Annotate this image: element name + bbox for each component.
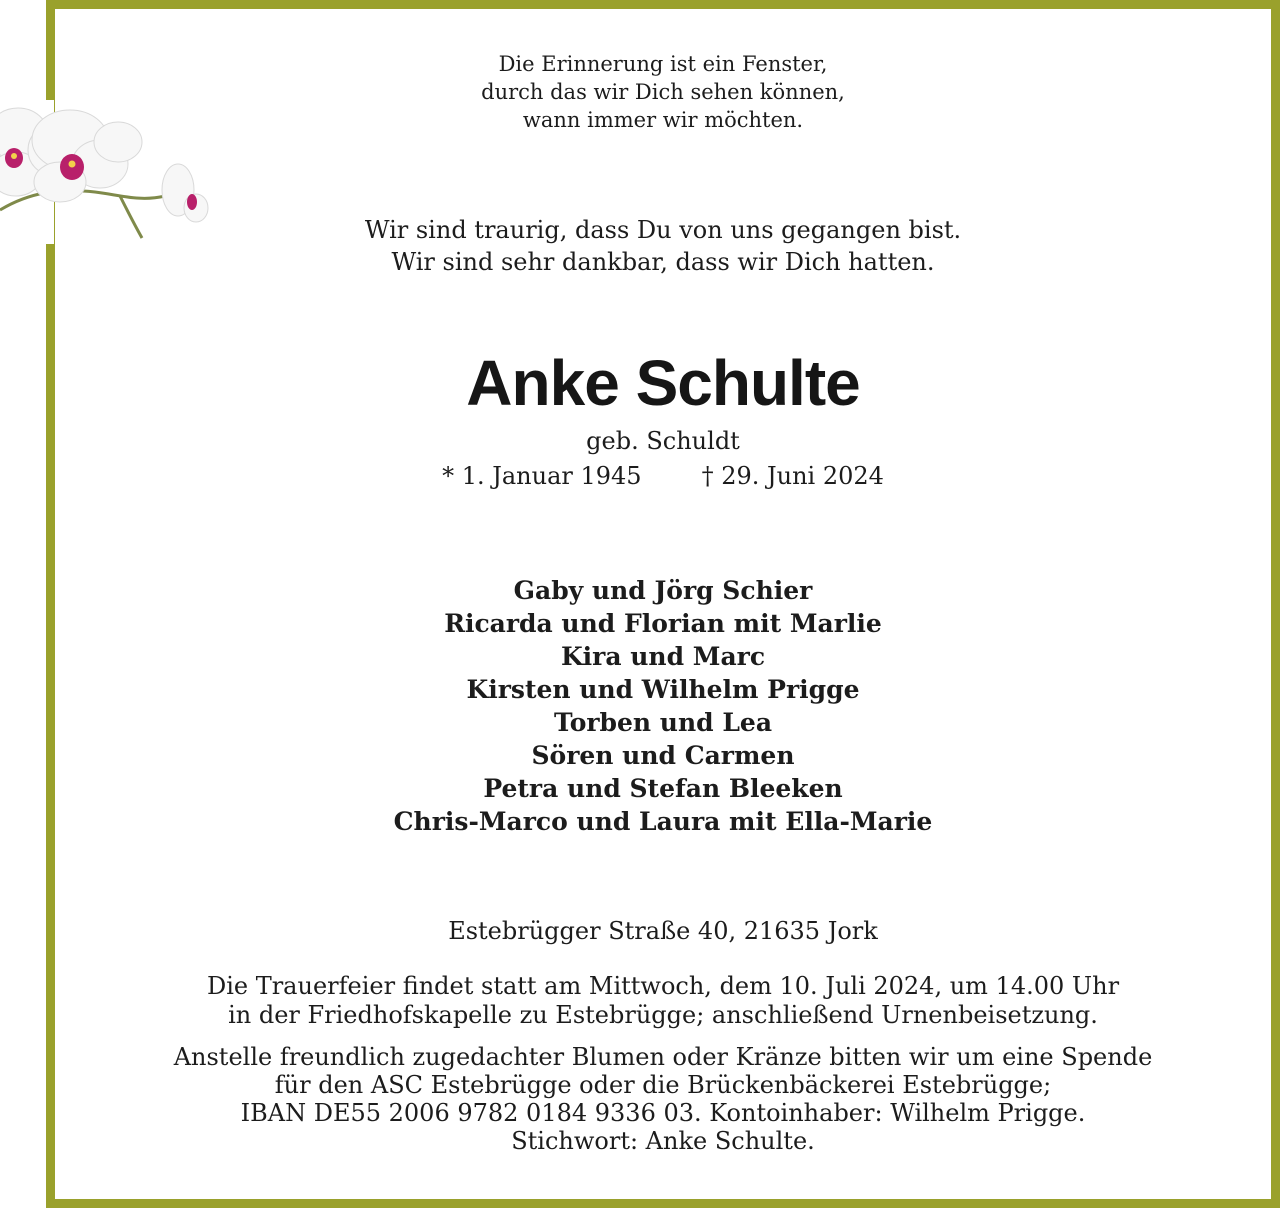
farewell-text [46, 214, 1280, 278]
donation-info [46, 1043, 1280, 1155]
list-item: Gaby und Jörg Schier [513, 576, 813, 605]
list-item: Kirsten und Wilhelm Prigge [466, 675, 860, 704]
quote-line: durch das wir Dich sehen können, [481, 80, 845, 104]
donation-line: IBAN DE55 2006 9782 0184 9336 03. Kontoinhaber: Wilhelm Prigge. [240, 1099, 1086, 1127]
funeral-info [46, 972, 1280, 1030]
life-dates [46, 461, 1280, 491]
list-item: Kira und Marc [560, 642, 766, 671]
maiden-name: geb. Schuldt [586, 427, 740, 455]
list-item: Torben und Lea [553, 708, 773, 737]
list-item: Chris-Marco und Laura mit Ella-Marie [393, 807, 933, 836]
birth-date: * 1. Januar 1945 [442, 462, 642, 490]
donation-line: Stichwort: Anke Schulte. [511, 1127, 815, 1155]
funeral-line: Die Trauerfeier findet statt am Mittwoch, dem 10. Juli 2024, um 14.00 Uhr [206, 972, 1120, 1000]
address: Estebrügger Straße 40, 21635 Jork [448, 917, 878, 945]
farewell-line: Wir sind sehr dankbar, dass wir Dich hatten. [391, 248, 935, 276]
farewell-line: Wir sind traurig, dass Du von uns gegangen bist. [364, 216, 962, 244]
list-item: Petra und Stefan Bleeken [483, 774, 843, 803]
funeral-line: in der Friedhofskapelle zu Estebrügge; anschließend Urnenbeisetzung. [228, 1001, 1098, 1029]
mourners-list [46, 574, 1280, 838]
death-date: † 29. Juni 2024 [701, 462, 884, 490]
memorial-quote [46, 50, 1280, 134]
donation-line: Anstelle freundlich zugedachter Blumen oder Kränze bitten wir um eine Spende [173, 1043, 1153, 1071]
deceased-name: Anke Schulte [466, 347, 860, 419]
list-item: Sören und Carmen [531, 741, 795, 770]
quote-line: wann immer wir möchten. [522, 108, 804, 132]
list-item: Ricarda und Florian mit Marlie [444, 609, 882, 638]
quote-line: Die Erinnerung ist ein Fenster, [498, 52, 828, 76]
donation-line: für den ASC Estebrügge oder die Brückenbäckerei Estebrügge; [274, 1071, 1052, 1099]
